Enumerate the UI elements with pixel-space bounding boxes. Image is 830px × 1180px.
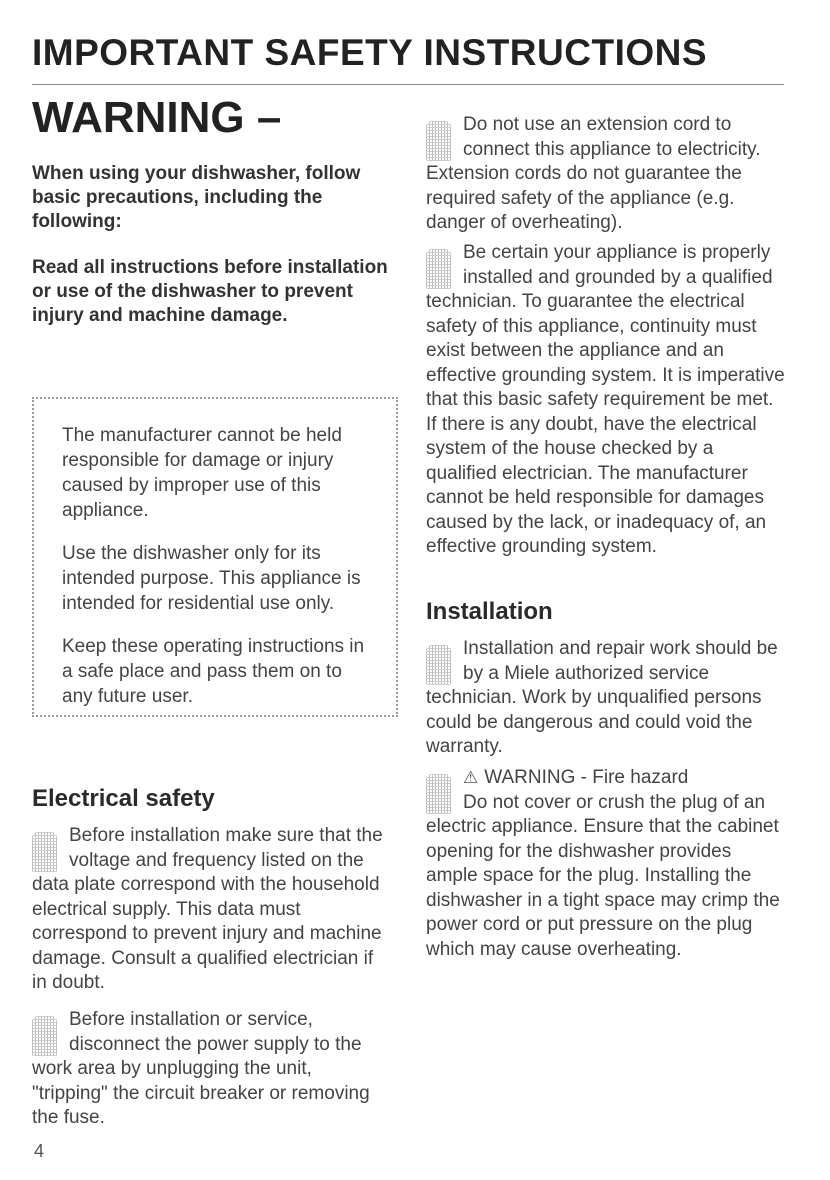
list-item: Before installation make sure that the voltage and frequency listed on the data plate correspond with the household electrical supply. This data must correspond to prevent injury and machine damage. Consult a qualified electrician if in doubt. [32, 825, 383, 993]
list-item: Before installation or service, disconnect the power supply to the work area by unplugging the unit, "tripping" the circuit breaker or removing the fuse. [32, 1009, 370, 1128]
notice-paragraph: Keep these operating instructions in a safe place and pass them on to any future user. [62, 636, 365, 707]
bullet-icon [426, 121, 451, 161]
fire-warning-text: Do not cover or crush the plug of an electric appliance. Ensure that the cabinet opening for the dishwasher provides ample space for the plug. Installing the dishwasher in a tight space may crimp the power cord or put pressure on the plug which may cause overheating. [426, 791, 780, 960]
notice-paragraph: The manufacturer cannot be held responsible for damage or injury caused by improper use of this appliance. [62, 425, 342, 521]
list-item: Do not use an extension cord to connect this appliance to electricity. Extension cords do not guarantee the required safety of the appliance (e.g. danger of overheating). [426, 114, 761, 233]
list-item: Be certain your appliance is properly installed and grounded by a qualified technician. To guarantee the electrical safety of this appliance, continuity must exist between the appliance and an effective grounding system. It is imperative that this basic safety requirement be met. If there is any doubt, have the electrical system of the house checked by a qualified electrician. The manufacturer cannot be held responsible for damages caused by the lack, or inadequacy of, an effective grounding system. [426, 242, 785, 557]
notice-paragraph: Use the dishwasher only for its intended purpose. This appliance is intended for residential use only. [62, 543, 361, 614]
bullet-icon [32, 1016, 57, 1056]
bullet-icon [426, 249, 451, 289]
fire-warning-item [426, 766, 786, 962]
bullet-icon [426, 774, 451, 814]
bullet-icon [32, 832, 57, 872]
electrical-safety-heading: Electrical safety [32, 785, 215, 812]
installation-heading: Installation [426, 598, 553, 625]
page-title: IMPORTANT SAFETY INSTRUCTIONS [32, 32, 708, 73]
warning-triangle-icon: ⚠ [463, 768, 479, 787]
notice-box [32, 397, 398, 717]
read-instructions-text: Read all instructions before installation or use of the dishwasher to prevent injury and machine damage. [32, 257, 388, 326]
page-number: 4 [34, 1141, 45, 1161]
list-item: Installation and repair work should be by a Miele authorized service technician. Work by unqualified persons could be dangerous and could void the warranty. [426, 638, 778, 757]
bullet-icon [426, 645, 451, 685]
title-divider [32, 84, 784, 85]
warning-heading: WARNING – [32, 93, 282, 142]
intro-text: When using your dishwasher, follow basic precautions, including the following: [32, 163, 361, 232]
fire-warning-label: WARNING - Fire hazard [484, 767, 689, 788]
